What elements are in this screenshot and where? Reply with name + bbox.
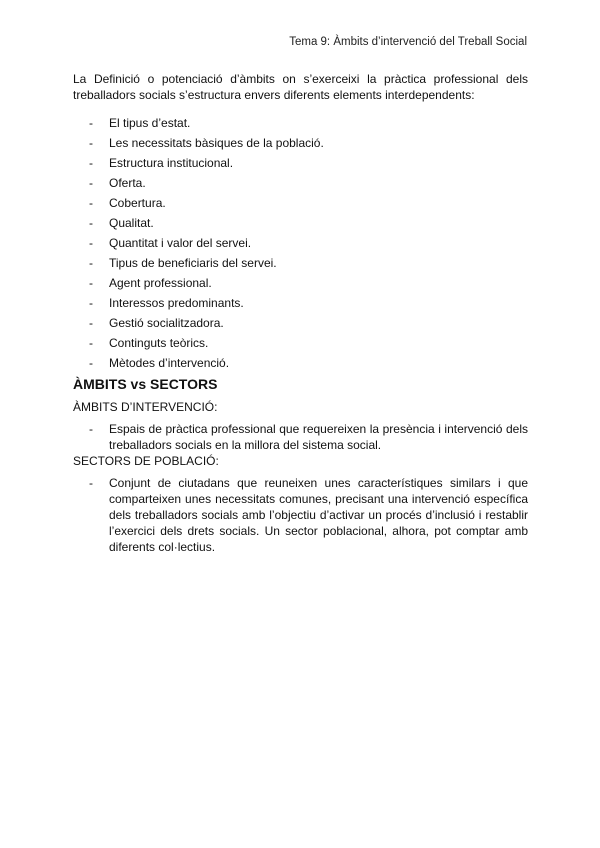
- list-item: [73, 115, 528, 131]
- dash-marker: -: [89, 316, 93, 330]
- section-heading: ÀMBITS vs SECTORS: [73, 376, 218, 392]
- list-item-text: Continguts teòrics.: [109, 336, 209, 350]
- list-item: [73, 235, 528, 251]
- list-item-text: Qualitat.: [109, 216, 154, 230]
- list-item: [73, 175, 528, 191]
- list-item-text: Gestió socialitzadora.: [109, 316, 224, 330]
- list-item-text: Les necessitats bàsiques de la població.: [109, 136, 324, 150]
- list-item: [73, 155, 528, 171]
- list-item-text: Interessos predominants.: [109, 296, 244, 310]
- list-item-text: El tipus d’estat.: [109, 116, 191, 130]
- list-item-text: Cobertura.: [109, 196, 166, 210]
- list-item: [73, 135, 528, 151]
- ambits-label: ÀMBITS D’INTERVENCIÓ:: [73, 400, 218, 414]
- ambits-list: [73, 421, 528, 453]
- dash-marker: -: [89, 196, 93, 210]
- dash-marker: -: [89, 216, 93, 230]
- dash-marker: -: [89, 136, 93, 150]
- dash-marker: -: [89, 296, 93, 310]
- list-item: [73, 275, 528, 291]
- dash-marker: -: [89, 276, 93, 290]
- running-header: Tema 9: Àmbits d’intervenció del Treball Social: [289, 36, 527, 48]
- sectors-list: [73, 475, 528, 555]
- list-item: [73, 421, 528, 453]
- dash-marker: -: [89, 356, 93, 370]
- sectors-definition: Conjunt de ciutadans que reuneixen unes característiques similars i que comparteixen unes necessitats comunes, precisant una intervenció específica dels treballadors socials amb l’objectiu d’activar un procés d’inclusió i restablir l’exercici dels drets socials. Un sector poblacional, alhora, pot comptar amb diferents col·lectius.: [109, 476, 528, 554]
- list-item: [73, 335, 528, 351]
- list-item: [73, 295, 528, 311]
- list-item: [73, 195, 528, 211]
- list-item-text: Oferta.: [109, 176, 146, 190]
- intro-paragraph: La Definició o potenciació d’àmbits on s’exerceixi la pràctica professional dels treballadors socials s’estructura envers diferents elements interdependents:: [73, 72, 528, 102]
- list-item: [73, 315, 528, 331]
- dash-marker: -: [89, 116, 93, 130]
- list-item: [73, 215, 528, 231]
- elements-list: [73, 115, 528, 371]
- document-body: [73, 71, 528, 555]
- list-item-text: Tipus de beneficiaris del servei.: [109, 256, 277, 270]
- sectors-label: SECTORS DE POBLACIÓ:: [73, 454, 219, 468]
- list-item: [73, 475, 528, 555]
- list-item: [73, 355, 528, 371]
- ambits-definition: Espais de pràctica professional que requereixen la presència i intervenció dels treballadors socials en la millora del sistema social.: [109, 422, 528, 452]
- list-item-text: Estructura institucional.: [109, 156, 234, 170]
- dash-marker: -: [89, 336, 93, 350]
- list-item-text: Quantitat i valor del servei.: [109, 236, 252, 250]
- dash-marker: -: [89, 236, 93, 250]
- list-item-text: Agent professional.: [109, 276, 212, 290]
- list-item: [73, 255, 528, 271]
- dash-marker: -: [89, 156, 93, 170]
- dash-marker: -: [89, 476, 93, 490]
- dash-marker: -: [89, 176, 93, 190]
- list-item-text: Mètodes d’intervenció.: [109, 356, 230, 370]
- dash-marker: -: [89, 422, 93, 436]
- dash-marker: -: [89, 256, 93, 270]
